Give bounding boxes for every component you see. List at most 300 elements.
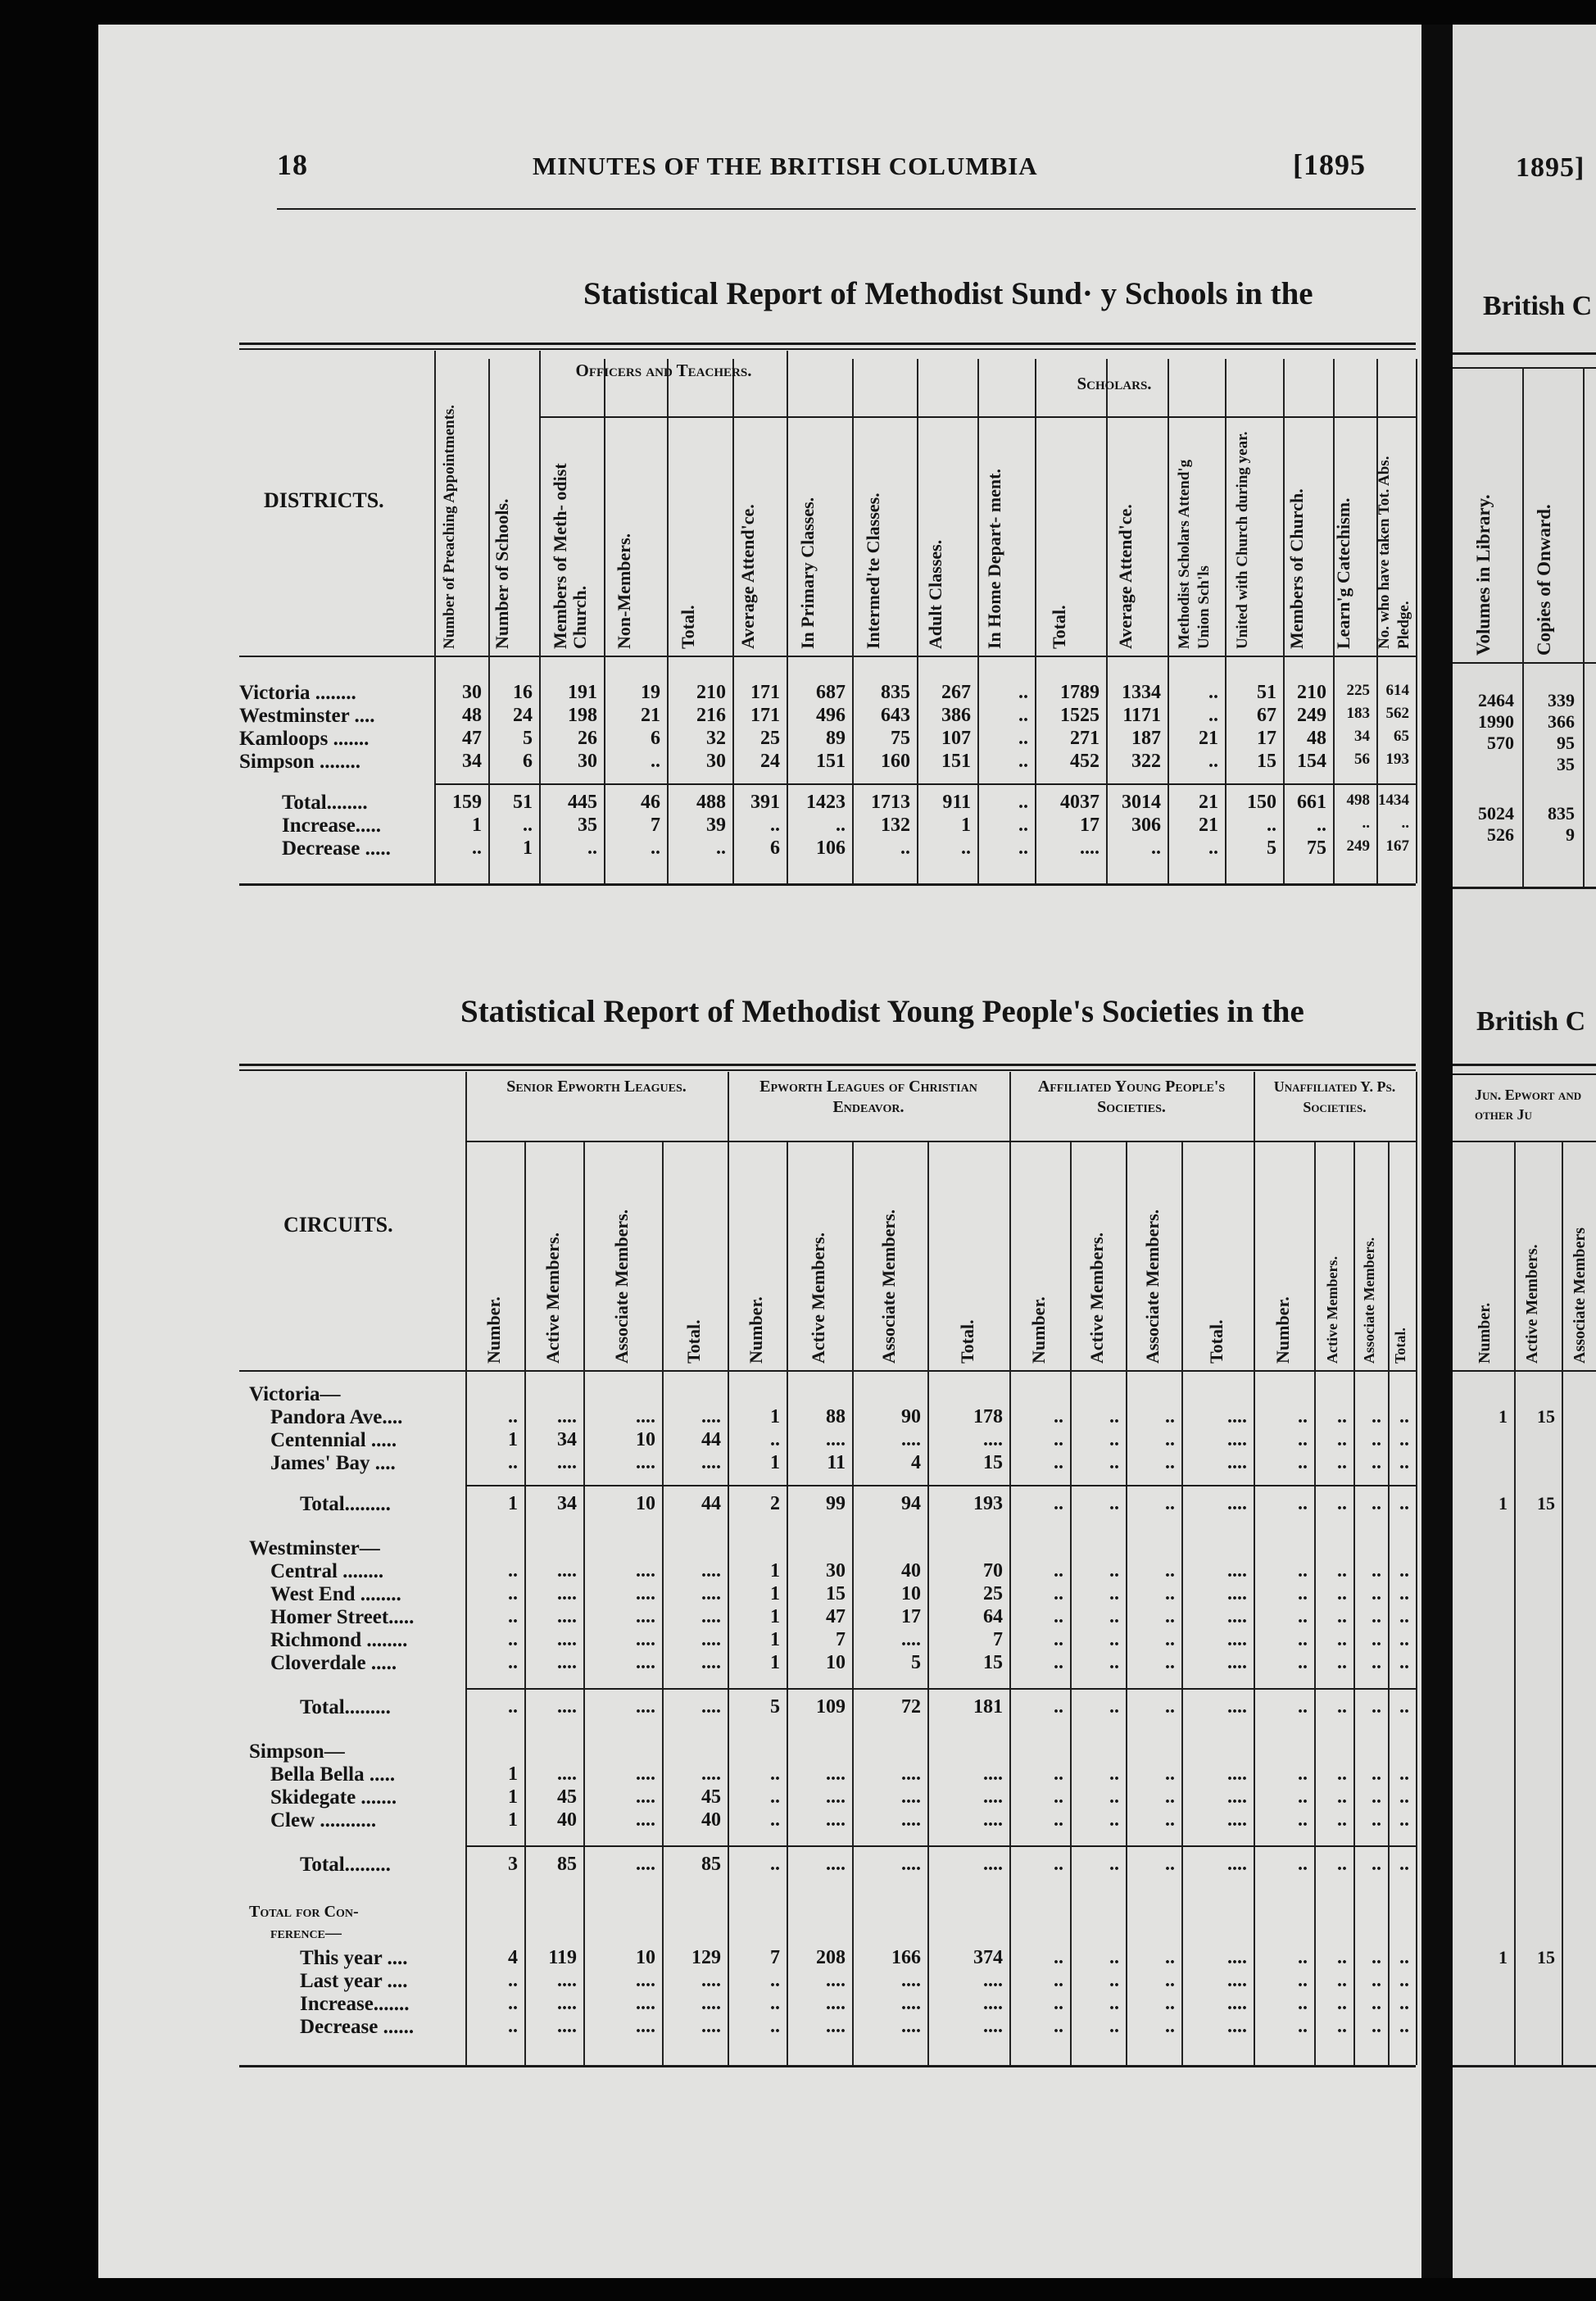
yp-cell-14-12: ..	[1298, 1786, 1308, 1808]
table-top-rule	[239, 343, 1416, 345]
yp-cell-3-10: ..	[1165, 1452, 1175, 1473]
yp-cell-10-2: ....	[636, 1652, 655, 1673]
yp-cell-7-6: 10	[901, 1583, 921, 1604]
cell-6-9: ..	[1018, 837, 1028, 859]
cell-3-3: ..	[651, 751, 660, 772]
yp-row-label-16: Total.........	[300, 1854, 391, 1876]
rp-rule-2	[1453, 662, 1596, 664]
cell-1-13: 67	[1257, 705, 1276, 726]
yp-cell-14-5: ....	[826, 1786, 846, 1808]
cell-5-11: 306	[1131, 815, 1161, 836]
yp-cell-15-5: ....	[826, 1809, 846, 1831]
yp-cell-8-12: ..	[1298, 1606, 1308, 1627]
cell-6-2: ..	[587, 837, 597, 859]
yp-cell-4-1: 34	[557, 1493, 577, 1514]
yp-cell-8-6: 17	[901, 1606, 921, 1627]
yp-cell-2-3: 44	[701, 1429, 721, 1450]
cell-4-2: 445	[568, 792, 597, 813]
yp-cell-20-11: ....	[1227, 1970, 1247, 1991]
rp-cell2-0-1: 15	[1537, 1406, 1555, 1427]
young-people-title: Statistical Report of Methodist Young People's Societies in the	[460, 994, 1304, 1029]
yp-cell-15-3: 40	[701, 1809, 721, 1831]
yp-cell-2-8: ..	[1054, 1429, 1063, 1450]
yp-total-rule-4	[465, 1485, 1416, 1486]
yp-cell-7-11: ....	[1227, 1583, 1247, 1604]
yp-cell-8-11: ....	[1227, 1606, 1247, 1627]
yp-cell-15-10: ..	[1165, 1809, 1175, 1831]
cell-3-12: ..	[1208, 751, 1218, 772]
yp-cell-3-12: ..	[1298, 1452, 1308, 1473]
header-6: In Primary Classes.	[797, 497, 818, 649]
rp-rule-7	[1453, 2065, 1596, 2067]
yp-cell-3-15: ..	[1399, 1452, 1409, 1473]
yp-cell-19-14: ..	[1372, 1947, 1381, 1968]
rp-col2-rule-0	[1514, 1141, 1516, 2065]
yp-cell-11-14: ..	[1372, 1696, 1381, 1718]
yp-header-9: Active Members.	[1086, 1232, 1107, 1364]
yp-row-label-1: Pandora Ave....	[270, 1406, 403, 1428]
header-8: Adult Classes.	[925, 539, 945, 649]
rp-rule-5	[1453, 1141, 1596, 1142]
yp-cell-22-14: ..	[1372, 2016, 1381, 2037]
row-label-6: Decrease .....	[282, 837, 391, 860]
yp-cell-4-13: ..	[1337, 1493, 1347, 1514]
yp-cell-13-14: ..	[1372, 1763, 1381, 1785]
header-7: Intermed'te Classes.	[862, 492, 883, 649]
cell-5-16: ..	[1401, 815, 1409, 832]
yp-row-label-17: Total for Con-	[249, 1903, 359, 1921]
rp-cell1-5-0: 526	[1487, 824, 1514, 845]
yp-cell-13-7: ....	[983, 1763, 1003, 1785]
yp-cell-4-11: ....	[1227, 1493, 1247, 1514]
yp-cell-3-5: 11	[827, 1452, 846, 1473]
head-rule	[277, 208, 1416, 210]
yp-row-label-20: Last year ....	[300, 1970, 408, 1992]
yp-cell-21-8: ..	[1054, 1993, 1063, 2014]
yp-cell-21-13: ..	[1337, 1993, 1347, 2014]
cell-6-8: ..	[961, 837, 971, 859]
cell-6-11: ..	[1151, 837, 1161, 859]
yp-cell-8-7: 64	[983, 1606, 1003, 1627]
cell-3-11: 322	[1131, 751, 1161, 772]
yp-header-2: Associate Members.	[611, 1209, 632, 1364]
yp-header-bottom-rule	[239, 1370, 1416, 1372]
right-page-fragment	[1453, 25, 1596, 2278]
row-label-2: Kamloops .......	[239, 728, 370, 750]
yp-cell-3-1: ....	[557, 1452, 577, 1473]
yp-cell-14-4: ..	[770, 1786, 780, 1808]
rp-header1-0: Volumes in Library.	[1473, 494, 1494, 656]
yp-header-1: Active Members.	[542, 1232, 563, 1364]
yp-header-12: Number.	[1272, 1296, 1293, 1364]
yp-cell-11-13: ..	[1337, 1696, 1347, 1718]
yp-cell-1-6: 90	[901, 1406, 921, 1427]
cell-0-13: 51	[1257, 682, 1276, 703]
yp-cell-6-4: 1	[770, 1560, 780, 1582]
header-0: Number of Preaching Appointments.	[441, 404, 458, 649]
rp-cell2-2-1: 15	[1537, 1947, 1555, 1967]
yp-cell-20-6: ....	[901, 1970, 921, 1991]
yp-cell-6-3: ....	[701, 1560, 721, 1582]
cell-0-2: 191	[568, 682, 597, 703]
group-officers-teachers: Officers and Teachers.	[575, 361, 752, 380]
yp-cell-4-10: ..	[1165, 1493, 1175, 1514]
rp-cell2-1-1: 15	[1537, 1493, 1555, 1514]
yp-cell-7-13: ..	[1337, 1583, 1347, 1604]
yp-cell-7-0: ..	[508, 1583, 518, 1604]
yp-group-rule	[465, 1141, 1416, 1142]
cell-3-4: 30	[706, 751, 726, 772]
cell-4-1: 51	[513, 792, 533, 813]
cell-6-10: ....	[1080, 837, 1100, 859]
cell-6-3: ..	[651, 837, 660, 859]
cell-6-13: 5	[1267, 837, 1276, 859]
yp-cell-1-12: ..	[1298, 1406, 1308, 1427]
yp-cell-11-2: ....	[636, 1696, 655, 1718]
cell-1-11: 1171	[1122, 705, 1161, 726]
yp-cell-8-5: 47	[826, 1606, 846, 1627]
yp-cell-14-0: 1	[508, 1786, 518, 1808]
yp-cell-22-12: ..	[1298, 2016, 1308, 2037]
cell-0-12: ..	[1208, 682, 1218, 703]
yp-cell-8-14: ..	[1372, 1606, 1381, 1627]
yp-row-label-11: Total.........	[300, 1696, 391, 1718]
yp-cell-14-1: 45	[557, 1786, 577, 1808]
rp-col-rule-1	[1583, 367, 1585, 887]
yp-cell-9-12: ..	[1298, 1629, 1308, 1650]
cell-6-0: ..	[472, 837, 482, 859]
yp-cell-16-8: ..	[1054, 1854, 1063, 1875]
yp-cell-7-8: ..	[1054, 1583, 1063, 1604]
yp-cell-22-5: ....	[826, 2016, 846, 2037]
yp-cell-15-7: ....	[983, 1809, 1003, 1831]
rp-header2-1: Active Members.	[1523, 1244, 1541, 1364]
yp-cell-6-2: ....	[636, 1560, 655, 1582]
page-number: 18	[277, 148, 308, 181]
yp-cell-21-10: ..	[1165, 1993, 1175, 2014]
yp-cell-22-0: ..	[508, 2016, 518, 2037]
yp-cell-10-10: ..	[1165, 1652, 1175, 1673]
cell-1-3: 21	[641, 705, 660, 726]
yp-cell-10-1: ....	[557, 1652, 577, 1673]
yp-cell-20-7: ....	[983, 1970, 1003, 1991]
cell-5-10: 17	[1080, 815, 1100, 836]
yp-cell-9-5: 7	[836, 1629, 846, 1650]
yp-cell-20-1: ....	[557, 1970, 577, 1991]
yp-cell-7-14: ..	[1372, 1583, 1381, 1604]
yp-row-label-12: Simpson—	[249, 1740, 345, 1763]
yp-col-rule-2	[583, 1141, 585, 2065]
yp-cell-9-4: 1	[770, 1629, 780, 1650]
cell-2-10: 271	[1070, 728, 1100, 749]
cell-0-4: 210	[696, 682, 726, 703]
yp-cell-1-0: ..	[508, 1406, 518, 1427]
cell-1-8: 386	[941, 705, 971, 726]
cell-2-9: ..	[1018, 728, 1028, 749]
yp-cell-6-6: 40	[901, 1560, 921, 1582]
yp-cell-1-7: 178	[973, 1406, 1003, 1427]
circuits-label: CIRCUITS.	[283, 1213, 393, 1237]
cell-3-15: 56	[1354, 751, 1370, 768]
yp-cell-6-14: ..	[1372, 1560, 1381, 1582]
cell-0-9: ..	[1018, 682, 1028, 703]
cell-0-1: 16	[513, 682, 533, 703]
rp-cell1-4-0: 5024	[1478, 803, 1514, 824]
cell-5-15: ..	[1362, 815, 1370, 832]
yp-cell-2-7: ....	[983, 1429, 1003, 1450]
yp-cell-13-2: ....	[636, 1763, 655, 1785]
yp-cell-6-1: ....	[557, 1560, 577, 1582]
yp-row-label-2: Centennial .....	[270, 1429, 397, 1451]
header-3: Non-Members.	[613, 533, 634, 649]
yp-cell-4-7: 193	[973, 1493, 1003, 1514]
yp-cell-1-5: 88	[826, 1406, 846, 1427]
header-1: Number of Schools.	[492, 498, 512, 649]
yp-col-rule-3	[662, 1141, 664, 2065]
yp-row-label-10: Cloverdale .....	[270, 1652, 397, 1674]
yp-cell-4-9: ..	[1109, 1493, 1119, 1514]
cell-2-2: 26	[578, 728, 597, 749]
yp-cell-11-6: 72	[901, 1696, 921, 1718]
yp-cell-19-5: 208	[816, 1947, 846, 1968]
cell-5-13: ..	[1267, 815, 1276, 836]
cell-3-7: 160	[881, 751, 910, 772]
cell-3-2: 30	[578, 751, 597, 772]
yp-cell-20-9: ..	[1109, 1970, 1119, 1991]
rp-cell2-0-0: 1	[1499, 1406, 1508, 1427]
yp-cell-21-11: ....	[1227, 1993, 1247, 2014]
yp-cell-22-4: ..	[770, 2016, 780, 2037]
row-label-1: Westminster ....	[239, 705, 375, 727]
yp-cell-1-11: ....	[1227, 1406, 1247, 1427]
cell-0-5: 171	[750, 682, 780, 703]
row-label-5: Increase.....	[282, 815, 382, 837]
yp-cell-13-11: ....	[1227, 1763, 1247, 1785]
yp-cell-14-14: ..	[1372, 1786, 1381, 1808]
yp-cell-9-13: ..	[1337, 1629, 1347, 1650]
yp-cell-4-6: 94	[901, 1493, 921, 1514]
yp-row-label-3: James' Bay ....	[270, 1452, 396, 1474]
cell-5-14: ..	[1317, 815, 1326, 836]
yp-cell-8-15: ..	[1399, 1606, 1409, 1627]
yp-cell-9-2: ....	[636, 1629, 655, 1650]
yp-cell-21-12: ..	[1298, 1993, 1308, 2014]
yp-cell-13-6: ....	[901, 1763, 921, 1785]
yp-row-label-14: Skidegate .......	[270, 1786, 397, 1809]
yp-cell-13-5: ....	[826, 1763, 846, 1785]
yp-cell-19-11: ....	[1227, 1947, 1247, 1968]
yp-cell-16-10: ..	[1165, 1854, 1175, 1875]
cell-5-5: ..	[770, 815, 780, 836]
cell-2-7: 75	[891, 728, 910, 749]
yp-cell-1-9: ..	[1109, 1406, 1119, 1427]
yp-cell-11-3: ....	[701, 1696, 721, 1718]
yp-cell-9-11: ....	[1227, 1629, 1247, 1650]
yp-cell-19-2: 10	[636, 1947, 655, 1968]
yp-cell-15-4: ..	[770, 1809, 780, 1831]
rp-cell1-2-1: 95	[1557, 733, 1575, 753]
cell-0-14: 210	[1297, 682, 1326, 703]
yp-cell-21-15: ..	[1399, 1993, 1409, 2014]
yp-cell-19-4: 7	[770, 1947, 780, 1968]
yp-cell-16-7: ....	[983, 1854, 1003, 1875]
cell-6-16: 167	[1385, 837, 1409, 855]
yp-cell-16-9: ..	[1109, 1854, 1119, 1875]
yp-cell-20-15: ..	[1399, 1970, 1409, 1991]
yp-row-label-4: Total.........	[300, 1493, 391, 1515]
cell-4-10: 4037	[1060, 792, 1100, 813]
cell-4-12: 21	[1199, 792, 1218, 813]
yp-cell-22-11: ....	[1227, 2016, 1247, 2037]
yp-cell-13-12: ..	[1298, 1763, 1308, 1785]
header-12: Methodist Scholars Attend'g Union Sch'ls	[1176, 459, 1213, 649]
yp-cell-20-2: ....	[636, 1970, 655, 1991]
yp-cell-19-3: 129	[691, 1947, 721, 1968]
yp-cell-20-13: ..	[1337, 1970, 1347, 1991]
rp-rule-4	[1453, 1064, 1596, 1066]
yp-cell-7-4: 1	[770, 1583, 780, 1604]
yp-cell-14-3: 45	[701, 1786, 721, 1808]
cell-3-13: 15	[1257, 751, 1276, 772]
cell-6-15: 249	[1346, 837, 1370, 855]
group-divider-left	[539, 351, 541, 367]
yp-cell-1-8: ..	[1054, 1406, 1063, 1427]
cell-3-6: 151	[816, 751, 846, 772]
yp-cell-4-0: 1	[508, 1493, 518, 1514]
yp-cell-4-3: 44	[701, 1493, 721, 1514]
yp-cell-3-7: 15	[983, 1452, 1003, 1473]
cell-4-9: ..	[1018, 792, 1028, 813]
cell-0-16: 614	[1385, 682, 1409, 699]
yp-col-rule-7	[927, 1141, 929, 2065]
yp-cell-4-12: ..	[1298, 1493, 1308, 1514]
sunday-school-title: Statistical Report of Methodist Sund· y Schools in the	[583, 276, 1313, 311]
yp-cell-22-13: ..	[1337, 2016, 1347, 2037]
yp-header-6: Associate Members.	[878, 1209, 899, 1364]
cell-6-7: ..	[900, 837, 910, 859]
yp-cell-3-2: ....	[636, 1452, 655, 1473]
yp-row-label-9: Richmond ........	[270, 1629, 408, 1651]
yp-cell-22-15: ..	[1399, 2016, 1409, 2037]
col-rule-17	[1416, 359, 1417, 883]
yp-cell-20-5: ....	[826, 1970, 846, 1991]
cell-0-0: 30	[462, 682, 482, 703]
yp-cell-9-15: ..	[1399, 1629, 1409, 1650]
yp-cell-16-15: ..	[1399, 1854, 1409, 1875]
yp-cell-7-9: ..	[1109, 1583, 1119, 1604]
yp-cell-16-3: 85	[701, 1854, 721, 1875]
yp-cell-11-0: ..	[508, 1696, 518, 1718]
right-page-title-1: British C	[1483, 291, 1593, 321]
rp-col2-rule-1	[1562, 1141, 1563, 2065]
yp-group-2: Affiliated Young People's Societies.	[1037, 1078, 1226, 1116]
rp-rule-4b	[1453, 1073, 1596, 1075]
yp-cell-15-12: ..	[1298, 1809, 1308, 1831]
yp-cell-13-15: ..	[1399, 1763, 1409, 1785]
yp-cell-9-8: ..	[1054, 1629, 1063, 1650]
yp-row-label-6: Central ........	[270, 1560, 384, 1582]
cell-4-3: 46	[641, 792, 660, 813]
yp-cell-10-4: 1	[770, 1652, 780, 1673]
cell-6-12: ..	[1208, 837, 1218, 859]
col-rule-4	[667, 359, 669, 883]
yp-cell-7-10: ..	[1165, 1583, 1175, 1604]
yp-cell-1-3: ....	[701, 1406, 721, 1427]
row-label-0: Victoria ........	[239, 682, 356, 704]
yp-cell-6-10: ..	[1165, 1560, 1175, 1582]
yp-cell-22-8: ..	[1054, 2016, 1063, 2037]
yp-cell-4-8: ..	[1054, 1493, 1063, 1514]
yp-cell-10-12: ..	[1298, 1652, 1308, 1673]
yp-cell-1-13: ..	[1337, 1406, 1347, 1427]
yp-total-rule-16	[465, 1845, 1416, 1847]
col-rule-7	[852, 359, 854, 883]
yp-cell-10-14: ..	[1372, 1652, 1381, 1673]
yp-cell-3-8: ..	[1054, 1452, 1063, 1473]
yp-cell-9-0: ..	[508, 1629, 518, 1650]
yp-cell-16-4: ..	[770, 1854, 780, 1875]
rp-rule-3	[1453, 887, 1596, 889]
cell-3-0: 34	[462, 751, 482, 772]
yp-cell-10-5: 10	[826, 1652, 846, 1673]
cell-6-4: ..	[716, 837, 726, 859]
yp-row-label-21: Increase.......	[300, 1993, 410, 2015]
col-rule-2	[539, 359, 541, 883]
yp-row-label-0: Victoria—	[249, 1383, 341, 1405]
yp-cell-21-1: ....	[557, 1993, 577, 2014]
cell-4-13: 150	[1247, 792, 1276, 813]
rp-cell2-1-0: 1	[1499, 1493, 1508, 1514]
yp-cell-1-14: ..	[1372, 1406, 1381, 1427]
yp-cell-8-3: ....	[701, 1606, 721, 1627]
rp-cell2-2-0: 1	[1499, 1947, 1508, 1967]
yp-cell-22-3: ....	[701, 2016, 721, 2037]
rp-cell1-1-0: 1990	[1478, 711, 1514, 732]
yp-header-0: Number.	[483, 1296, 504, 1364]
yp-cell-6-12: ..	[1298, 1560, 1308, 1582]
yp-cell-16-5: ....	[826, 1854, 846, 1875]
yp-cell-2-15: ..	[1399, 1429, 1409, 1450]
yp-cell-15-14: ..	[1372, 1809, 1381, 1831]
yp-cell-13-9: ..	[1109, 1763, 1119, 1785]
cell-1-4: 216	[696, 705, 726, 726]
header-9: In Home Depart- ment.	[984, 469, 1004, 649]
yp-cell-10-6: 5	[911, 1652, 921, 1673]
yp-cell-20-4: ..	[770, 1970, 780, 1991]
col-rule-3	[604, 359, 605, 883]
cell-3-8: 151	[941, 751, 971, 772]
rp-rule-6	[1453, 1370, 1596, 1372]
cell-5-7: 132	[881, 815, 910, 836]
yp-cell-15-11: ....	[1227, 1809, 1247, 1831]
yp-row-label-13: Bella Bella .....	[270, 1763, 396, 1786]
yp-cell-19-8: ..	[1054, 1947, 1063, 1968]
yp-top-rule-2	[239, 1069, 1416, 1071]
cell-0-11: 1334	[1122, 682, 1161, 703]
yp-cell-11-8: ..	[1054, 1696, 1063, 1718]
group-divider-right	[787, 351, 788, 367]
yp-cell-21-0: ..	[508, 1993, 518, 2014]
yp-cell-19-15: ..	[1399, 1947, 1409, 1968]
yp-cell-21-14: ..	[1372, 1993, 1381, 2014]
yp-cell-6-5: 30	[826, 1560, 846, 1582]
yp-cell-1-4: 1	[770, 1406, 780, 1427]
yp-group-0: Senior Epworth Leagues.	[506, 1078, 687, 1096]
yp-col-rule-11	[1181, 1141, 1183, 2065]
yp-cell-7-2: ....	[636, 1583, 655, 1604]
yp-cell-16-2: ....	[636, 1854, 655, 1875]
yp-cell-13-1: ....	[557, 1763, 577, 1785]
